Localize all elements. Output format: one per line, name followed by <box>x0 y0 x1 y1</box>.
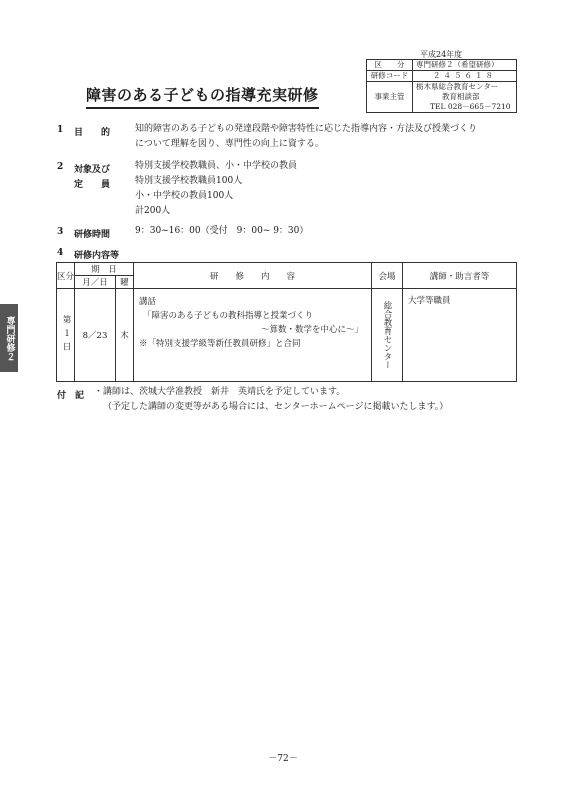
day-label: 第１日 <box>61 314 71 356</box>
section-1-number: 1 <box>57 125 64 135</box>
organizer-name: 栃木県総合教育センター <box>416 82 499 91</box>
cell-date: 8／23 <box>75 289 116 382</box>
section-4-label: 研修内容等 <box>74 251 120 261</box>
content-line-2: 「障害のある子どもの教科指導と授業づくり <box>143 311 314 321</box>
section-2-label-1: 対象及び <box>74 165 111 175</box>
target-line-1: 特別支援学校教職員、小・中学校の教員 <box>135 161 298 171</box>
organizer-tel: TEL 028－665－7210 <box>430 102 511 111</box>
section-2-number: 2 <box>57 162 64 172</box>
info-key-category: 区 分 <box>367 60 413 71</box>
cell-kubun <box>57 289 75 382</box>
info-value-code: ２４５６１８ <box>413 71 517 82</box>
note-line-1: ・講師は、茨城大学准教授 新井 英靖氏を予定しています。 <box>94 387 346 397</box>
section-2-text <box>135 159 297 219</box>
th-yobi: 曜 <box>116 276 134 289</box>
cell-venue <box>372 289 403 382</box>
cell-lecturer: 大学等職員 <box>403 289 517 382</box>
purpose-line-2: について理解を図り、専門性の向上に資する。 <box>135 139 324 149</box>
content-line-3: ～算数・数学を中心に～」 <box>260 325 363 335</box>
section-2-label-2: 定 員 <box>74 180 111 190</box>
section-3-label: 研修時間 <box>74 230 111 240</box>
th-kijitsu: 期 日 <box>75 263 134 276</box>
th-kubun: 区分 <box>57 263 75 289</box>
section-3-number: 3 <box>57 227 64 237</box>
th-tsukihi: 月／日 <box>75 276 116 289</box>
target-line-2: 特別支援学校教職員100人 <box>135 176 243 186</box>
fiscal-year: 平成24年度 <box>420 50 463 59</box>
page-title: 障害のある子どもの指導充実研修 <box>86 84 319 109</box>
cell-day: 木 <box>116 289 134 382</box>
info-row-code <box>367 71 517 82</box>
section-4-number: 4 <box>57 248 64 258</box>
th-koshi: 講師・助言者等 <box>403 263 517 289</box>
side-tab <box>0 304 18 372</box>
schedule-table <box>56 262 517 382</box>
target-line-3: 小・中学校の教員100人 <box>135 191 234 201</box>
course-info-box <box>366 59 517 113</box>
content-line-1: 講話 <box>139 297 157 307</box>
purpose-line-1: 知的障害のある子どもの発達段階や障害特性に応じた指導内容・方法及び授業づくり <box>135 124 478 134</box>
organizer-dept: 教育相談部 <box>442 92 480 101</box>
info-row-organizer <box>367 82 517 113</box>
th-naiyo: 研 修 内 容 <box>134 263 372 289</box>
table-row <box>57 289 517 382</box>
note-line-2: （予定した講師の変更等がある場合には、センターホームページに掲載いたします。） <box>103 402 449 412</box>
info-key-organizer: 事業主管 <box>367 82 413 113</box>
page-number: －72－ <box>268 754 298 764</box>
info-value-category: 専門研修２（希望研修） <box>413 60 517 71</box>
cell-content <box>134 289 372 382</box>
th-kaijo: 会場 <box>372 263 403 289</box>
info-key-code: 研修コード <box>367 71 413 82</box>
note-text <box>94 385 448 415</box>
info-value-organizer <box>413 82 517 113</box>
section-1-text <box>135 122 477 152</box>
section-3-text: 9：30~16：00（受付 9：00~ 9：30） <box>135 226 309 236</box>
note-label: 付 記 <box>57 391 85 401</box>
table-header-row-1 <box>57 263 517 276</box>
content-line-4: ※「特別支援学級等新任教員研修」と合同 <box>139 339 301 349</box>
venue-name: 総合教育センター <box>382 301 392 369</box>
section-1-label: 目 的 <box>74 128 111 138</box>
target-line-4: 計200人 <box>135 206 171 216</box>
side-tab-label: 専門研修２ <box>4 315 15 361</box>
info-row-category <box>367 60 517 71</box>
